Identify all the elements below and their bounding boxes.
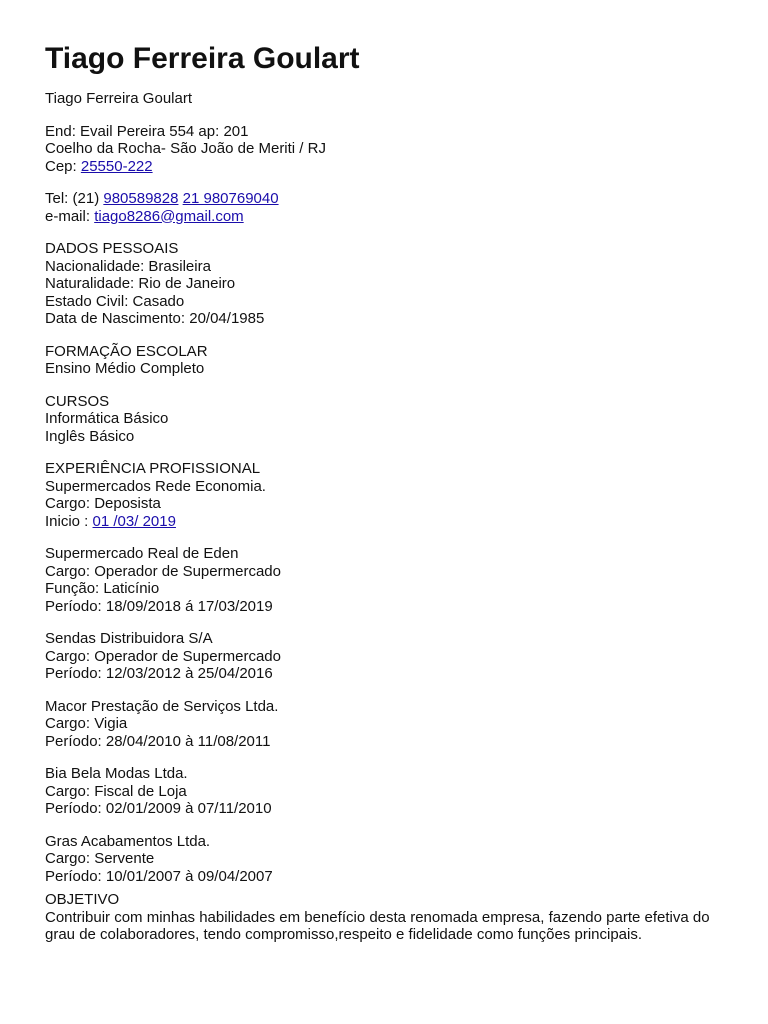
name-line: Tiago Ferreira Goulart [45,90,192,107]
courses-section [45,393,728,446]
personal-line: Nacionalidade: Brasileira [45,257,211,275]
job-period: Período: 02/01/2009 à 07/11/2010 [45,800,272,817]
personal-line: Naturalidade: Rio de Janeiro [45,275,236,292]
job-period: Período: 10/01/2007 à 09/04/2007 [45,867,273,885]
experience-section [45,460,728,530]
section-heading: FORMAÇÃO ESCOLAR [45,342,208,360]
job-company: Bia Bela Modas Ltda. [45,765,188,782]
section-heading: EXPERIÊNCIA PROFISSIONAL [45,460,261,477]
job-entry [45,765,728,818]
personal-line: Data de Nascimento: 20/04/1985 [45,310,265,327]
job-period: Período: 18/09/2018 á 17/03/2019 [45,597,273,615]
job-role: Cargo: Operador de Supermercado [45,647,281,665]
job-entry [45,833,728,886]
cep-link[interactable]: 25550-222 [80,157,153,175]
job-function: Função: Laticínio [45,580,160,597]
page-title: Tiago Ferreira Goulart [45,42,360,75]
job-company: Gras Acabamentos Ltda. [45,832,211,850]
job-period: Período: 28/04/2010 à 11/08/2011 [45,732,271,750]
job-role: Cargo: Deposista [45,495,161,512]
job-company: Supermercados Rede Economia. [45,477,266,495]
section-heading: OBJETIVO [45,891,120,908]
course-line: Informática Básico [45,410,169,427]
personal-data-section [45,240,728,328]
job-company: Macor Prestação de Serviços Ltda. [45,697,279,715]
education-section [45,343,728,378]
job-period: Período: 12/03/2012 à 25/04/2016 [45,665,273,682]
tel-label: Tel: (21) [45,190,104,207]
job-role: Cargo: Servente [45,850,155,867]
course-line: Inglês Básico [45,427,135,445]
email-link[interactable]: tiago8286@gmail.com [94,207,244,225]
personal-line: Estado Civil: Casado [45,292,185,310]
phone-link-1[interactable]: 980589828 [103,190,179,207]
address-line-1: End: Evail Pereira 554 ap: 201 [45,122,249,140]
cep-line [45,158,728,176]
job-role: Cargo: Operador de Supermercado [45,562,281,580]
email-line [45,208,728,226]
address-line-2: Coelho da Rocha- São João de Meriti / RJ [45,140,326,157]
job-company: Sendas Distribuidora S/A [45,630,213,647]
phone-link-2[interactable]: 21 980769040 [182,190,279,207]
job-start-label: Inicio : [45,512,93,530]
objective-text: Contribuir com minhas habilidades em benefício desta renomada empresa, fazendo parte efetiva do grau de colaboradores, tendo compromisso,respeito e fidelidade como funções principais. [45,908,710,943]
job-role: Cargo: Fiscal de Loja [45,782,187,800]
objective-section [45,891,728,944]
section-heading: DADOS PESSOAIS [45,240,179,257]
email-label: e-mail: [45,207,95,225]
address-block [45,123,728,176]
job-entry [45,630,728,683]
job-start-line [45,513,728,531]
job-company: Supermercado Real de Eden [45,545,239,562]
job-entry [45,545,728,615]
job-role: Cargo: Vigia [45,715,128,732]
education-line: Ensino Médio Completo [45,360,205,377]
contact-block [45,190,728,225]
section-heading: CURSOS [45,392,110,410]
job-start-date-link[interactable]: 01 /03/ 2019 [92,512,176,530]
cep-label: Cep: [45,157,81,175]
phone-line [45,190,728,208]
job-entry [45,698,728,751]
